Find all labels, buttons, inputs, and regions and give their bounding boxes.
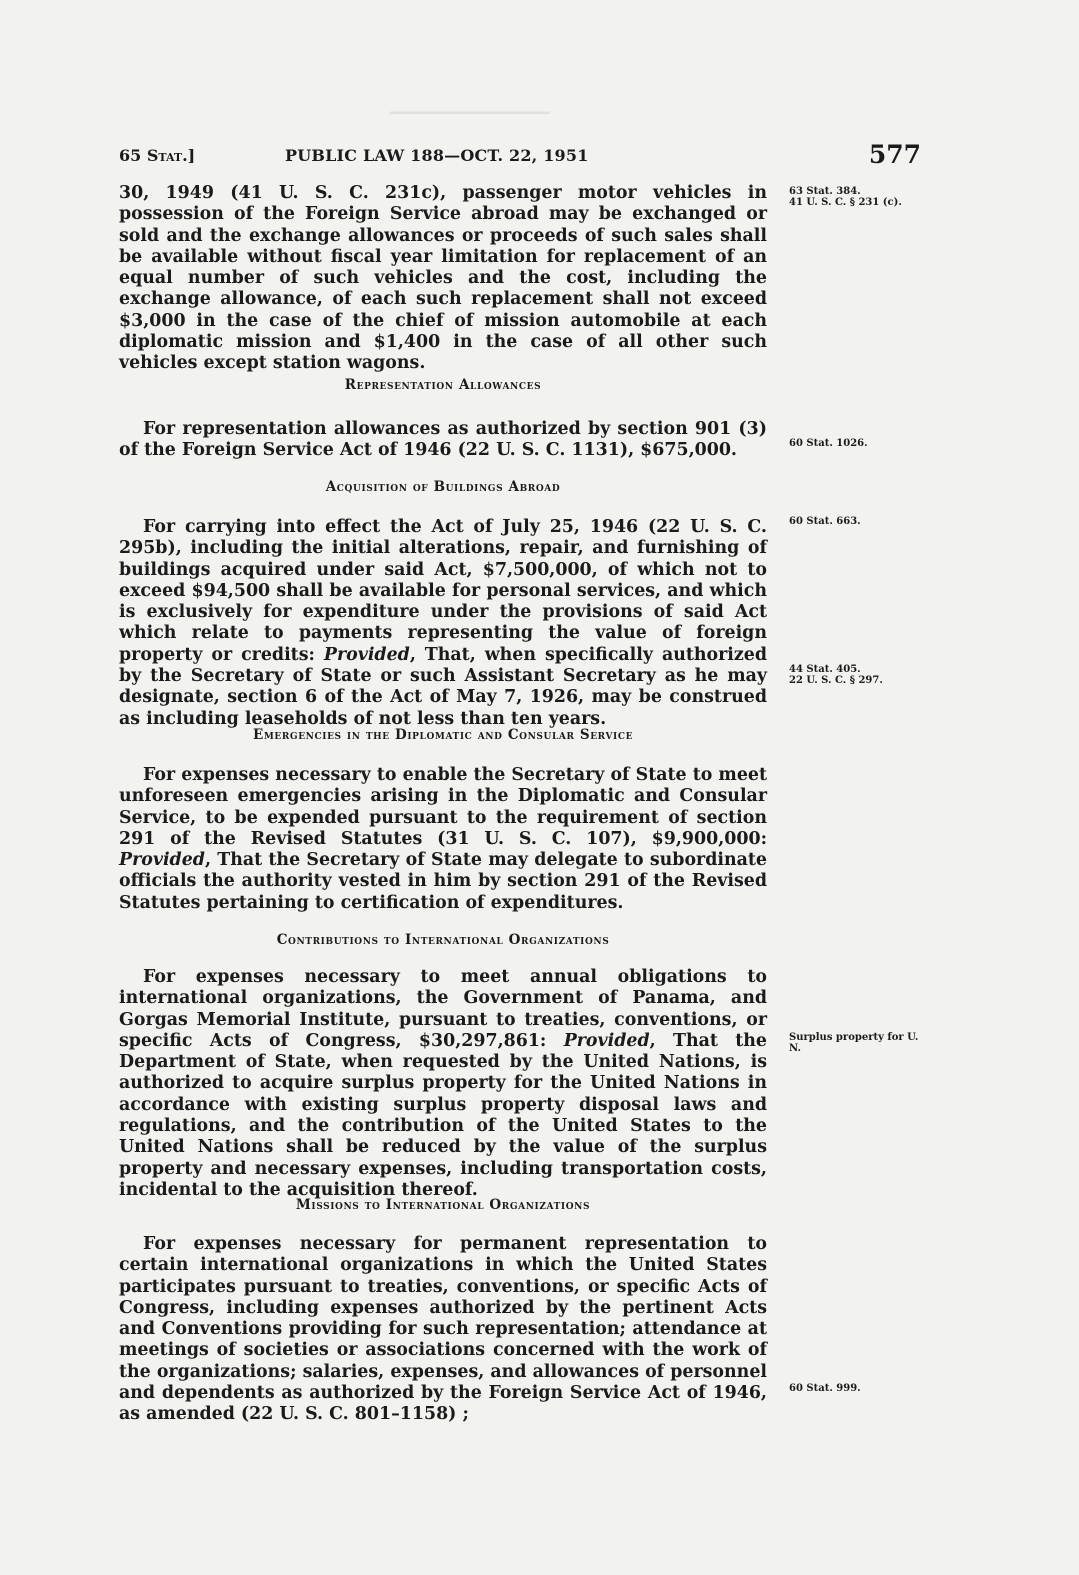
section-heading: Acquisition of Buildings Abroad <box>325 479 561 495</box>
section-heading: Emergencies in the Diplomatic and Consular Service <box>252 727 634 743</box>
margin-citation: 44 Stat. 405. 22 U. S. C. § 297. <box>789 664 883 686</box>
paragraph-missions <box>119 1234 767 1426</box>
paragraph-text: For expenses necessary to meet annual obligations to international organizations, the Government of Panama, and Gorgas Memorial Institute, pursuant to treaties, conventions, or specific Acts of Congress, $30,297,861: <box>119 967 767 1051</box>
paragraph-text: For representation allowances as authorized by section 901 (3) of the Foreign Service Act of 1946 (22 U. S. C. 1131), $675,000. <box>119 419 767 461</box>
page-number: 577 <box>868 140 921 169</box>
paragraph-text: , That the Department of State, when requested by the United Nations, is authorized to acquire surplus property for the United Nations in accordance with existing surplus property disposal laws and regulations, and the contribution of the United States to the United Nations shall be reduced by the value of the surplus property and necessary expenses, including transportation costs, incidental to the acquisition thereof. <box>119 1030 767 1200</box>
paragraph-text: For expenses necessary for permanent representation to certain international organizations in which the United States participates pursuant to treaties, conventions, or specific Acts of Congress, including expenses authorized by the pertinent Acts and Conventions providing for such representation; attendance at meetings of societies or associations concerned with the work of the organizations; salaries, expenses, and allowances of personnel and dependents as authorized by the Foreign Service Act of 1946, as amended (22 U. S. C. 801–1158) ; <box>119 1234 767 1425</box>
paragraph-text: 30, 1949 (41 U. S. C. 231c), passenger motor vehicles in possession of the Foreign Service abroad may be exchanged or sold and the exchange allowances or proceeds of such sales shall be available without fiscal year limitation for replacement of an equal number of such vehicles and the cost, including the exchange allowance, of each such replacement shall not exceed $3,000 in the case of the chief of mission automobile at each diplomatic mission and $1,400 in the case of all other such vehicles except station wagons. <box>119 183 767 374</box>
paragraph-text: , That, when specifically authorized by the Secretary of State or such Assistant Secretary as he may designate, section 6 of the Act of May 7, 1926, may be construed as including leaseholds of not less than ten years. <box>119 644 767 729</box>
paragraph-text: For carrying into effect the Act of July 25, 1946 (22 U. S. C. 295b), including the initial alterations, repair, and furnishing of buildings acquired under said Act, $7,500,000, of which not to exceed $94,500 shall be available for personal services, and which is exclusively for expenditure under the provisions of said Act which relate to payments representing the value of foreign property or credits: <box>119 517 767 665</box>
proviso-term: Provided <box>563 1030 650 1051</box>
margin-note-surplus: Surplus property for U. N. <box>789 1032 919 1054</box>
paragraph-text: , That the Secretary of State may delegate to subordinate officials the authority vested in him by section 291 of the Revised Statutes pertaining to certification of expenditures. <box>119 850 767 913</box>
proviso-term: Provided <box>323 644 410 665</box>
section-acquisition <box>119 479 767 495</box>
bleed-through-text: ▁▁▁▁▁▁▁▁▁▁▁▁▁ <box>390 95 550 114</box>
paragraph-acquisition <box>119 517 767 730</box>
paragraph-vehicles <box>119 183 767 375</box>
section-contributions <box>119 932 767 948</box>
margin-citation: 63 Stat. 384. 41 U. S. C. § 231 (c). <box>789 186 902 208</box>
section-emergencies <box>119 727 767 743</box>
paragraph-representation <box>119 419 767 462</box>
section-representation <box>119 377 767 393</box>
paragraph-emergencies <box>119 765 767 914</box>
running-title: PUBLIC LAW 188—OCT. 22, 1951 <box>285 146 589 165</box>
paragraph-text: For expenses necessary to enable the Secretary of State to meet unforeseen emergencies arising in the Diplomatic and Consular Service, to be expended pursuant to the requirement of section 291 of the Revised Statutes (31 U. S. C. 107), $9,900,000: <box>119 765 767 849</box>
section-heading: Representation Allowances <box>344 377 542 393</box>
section-missions <box>119 1197 767 1213</box>
section-heading: Missions to International Organizations <box>295 1197 591 1213</box>
running-header <box>119 140 921 174</box>
section-heading: Contributions to International Organizations <box>276 932 610 948</box>
proviso-term: Provided <box>119 850 205 871</box>
volume-reference: 65 Stat.] <box>119 146 196 165</box>
margin-citation: 60 Stat. 663. <box>789 516 861 527</box>
paragraph-contributions <box>119 967 767 1201</box>
margin-citation: 60 Stat. 1026. <box>789 438 868 449</box>
margin-citation: 60 Stat. 999. <box>789 1383 861 1394</box>
